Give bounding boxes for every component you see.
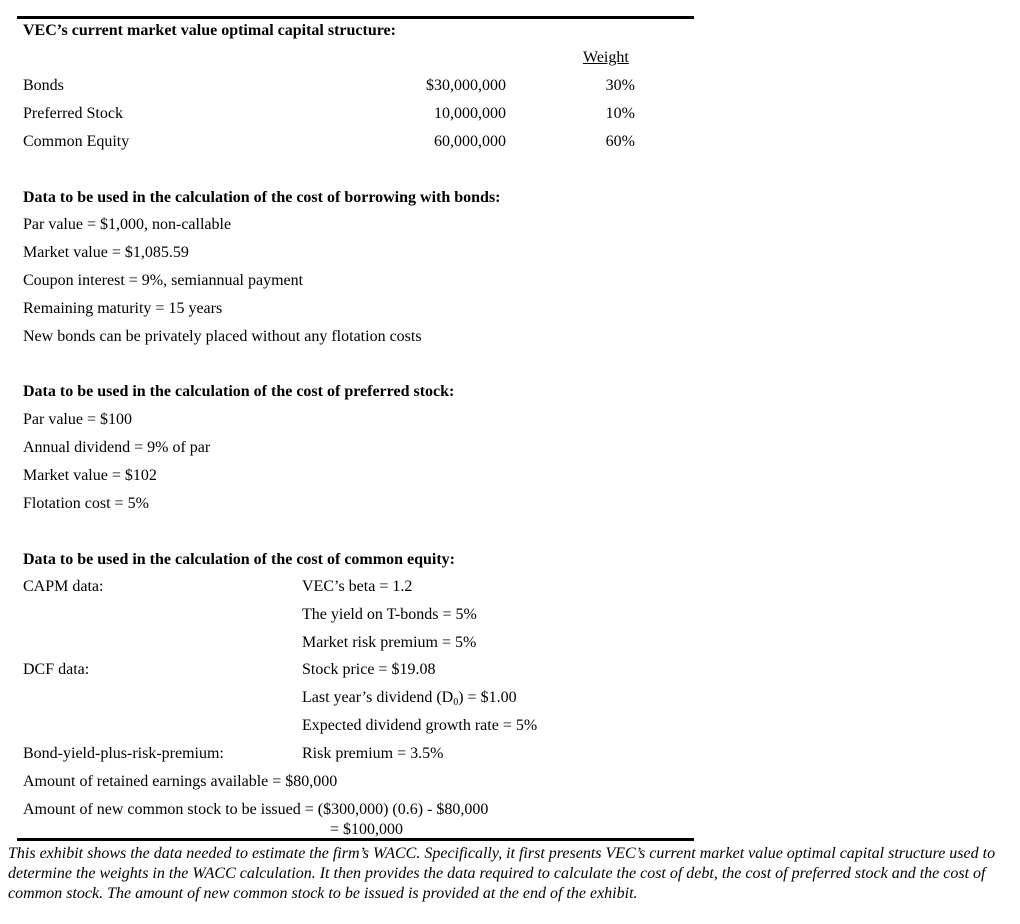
preferred-stock-weight: 10% bbox=[605, 105, 635, 122]
dcf-dividend-prefix: Last year’s dividend (D bbox=[302, 689, 454, 706]
top-rule bbox=[17, 16, 694, 19]
capm-line: VEC’s beta = 1.2 bbox=[302, 578, 413, 595]
bonds-label: Bonds bbox=[23, 77, 64, 94]
preferred-stock-label: Preferred Stock bbox=[23, 105, 123, 122]
preferred-line: Market value = $102 bbox=[23, 467, 157, 484]
new-common-stock-result: = $100,000 bbox=[330, 821, 404, 838]
common-equity-weight: 60% bbox=[605, 133, 635, 150]
bond-line: New bonds can be privately placed without any flotation costs bbox=[23, 328, 422, 345]
weight-header: Weight bbox=[583, 49, 629, 66]
exhibit-caption: This exhibit shows the data needed to estimate the firm’s WACC. Specifically, it first presents VEC’s current market value optimal capital structure used to determine the weights in the WACC calculation. It then provides the data required to calculate the cost of debt, the cost of preferred stock and the cost of common stock. The amount of new common stock to be issued is provided at the end of the exhibit. bbox=[8, 845, 996, 902]
retained-earnings: Amount of retained earnings available = $80,000 bbox=[23, 773, 338, 790]
dcf-growth: Expected dividend growth rate = 5% bbox=[302, 717, 538, 734]
bonds-heading: Data to be used in the calculation of the cost of borrowing with bonds: bbox=[23, 189, 501, 206]
bypr-value: Risk premium = 3.5% bbox=[302, 745, 444, 762]
capm-line: The yield on T-bonds = 5% bbox=[302, 606, 477, 623]
bond-line: Coupon interest = 9%, semiannual payment bbox=[23, 272, 304, 289]
capm-label: CAPM data: bbox=[23, 578, 104, 595]
capm-line: Market risk premium = 5% bbox=[302, 634, 477, 651]
bypr-label: Bond-yield-plus-risk-premium: bbox=[23, 745, 224, 762]
dcf-dividend-suffix: ) = $1.00 bbox=[458, 689, 517, 706]
bonds-weight: 30% bbox=[605, 77, 635, 94]
preferred-line: Par value = $100 bbox=[23, 411, 132, 428]
bond-line: Remaining maturity = 15 years bbox=[23, 300, 223, 317]
common-equity-label: Common Equity bbox=[23, 133, 130, 150]
dcf-label: DCF data: bbox=[23, 661, 90, 678]
common-heading: Data to be used in the calculation of the cost of common equity: bbox=[23, 551, 455, 568]
preferred-heading: Data to be used in the calculation of the cost of preferred stock: bbox=[23, 383, 455, 400]
preferred-stock-amount: 10,000,000 bbox=[434, 105, 506, 122]
dcf-dividend-subscript: 0 bbox=[453, 697, 459, 708]
dcf-dividend bbox=[302, 688, 517, 708]
common-equity-amount: 60,000,000 bbox=[434, 133, 506, 150]
preferred-line: Annual dividend = 9% of par bbox=[23, 439, 211, 456]
capital-structure-title: VEC’s current market value optimal capital structure: bbox=[23, 22, 396, 39]
preferred-line: Flotation cost = 5% bbox=[23, 495, 149, 512]
bond-line: Par value = $1,000, non-callable bbox=[23, 216, 232, 233]
bonds-amount: $30,000,000 bbox=[426, 77, 506, 94]
new-common-stock: Amount of new common stock to be issued = ($300,000) (0.6) - $80,000 bbox=[23, 801, 489, 818]
dcf-price: Stock price = $19.08 bbox=[302, 661, 436, 678]
bond-line: Market value = $1,085.59 bbox=[23, 244, 189, 261]
